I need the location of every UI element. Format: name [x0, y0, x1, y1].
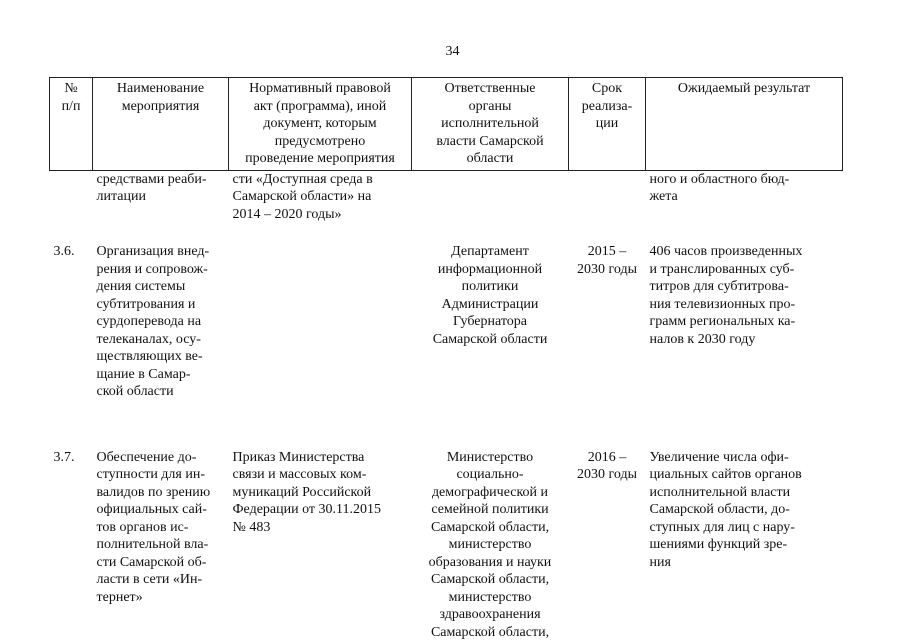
text-line: ции: [572, 115, 642, 133]
row-legal-act: [229, 449, 412, 641]
text-line: ской области: [97, 383, 225, 401]
text-line: исполнительной: [415, 115, 565, 133]
text-line: Наименование: [96, 80, 225, 98]
header-term: [569, 78, 646, 171]
header-number: [50, 78, 93, 171]
text-line: дения системы: [97, 278, 225, 296]
text-line: Федерации от 30.11.2015: [233, 501, 408, 519]
text-line: информационной: [416, 261, 565, 279]
text-line: образования и науки: [416, 554, 565, 572]
text-line: Приказ Министерства: [233, 449, 408, 467]
text-line: литации: [97, 188, 225, 206]
text-line: проведение мероприятия: [232, 150, 408, 168]
text-line: документ, которым: [232, 115, 408, 133]
text-line: ществляющих ве-: [97, 348, 225, 366]
row-expected-result: [646, 243, 843, 449]
header-responsible-bodies: [412, 78, 569, 171]
text-line: официальных сай-: [97, 501, 225, 519]
text-line: Самарской области,: [416, 624, 565, 641]
text-line: 2015 –: [573, 243, 642, 261]
text-line: Срок: [572, 80, 642, 98]
text-line: Самарской области» на: [233, 188, 408, 206]
text-line: реализа-: [572, 98, 642, 116]
text-line: власти Самарской: [415, 133, 565, 151]
text-line: и транслированных суб-: [650, 261, 839, 279]
row-measure-name: [93, 243, 229, 449]
text-line: циальных сайтов органов: [650, 466, 839, 484]
text-line: рения и сопровож-: [97, 261, 225, 279]
text-line: ласти в сети «Ин-: [97, 571, 225, 589]
text-line: 2016 –: [573, 449, 642, 467]
row-number: 3.6.: [50, 243, 93, 449]
text-line: шениями функций зре-: [650, 536, 839, 554]
header-expected-result: [646, 78, 843, 171]
text-line: Губернатора: [416, 313, 565, 331]
text-line: № 483: [233, 519, 408, 537]
text-line: Самарской области: [416, 331, 565, 349]
text-line: титров для субтитрова-: [650, 278, 839, 296]
row-responsible-bodies: [412, 449, 569, 641]
header-legal-act: [229, 78, 412, 171]
text-line: телеканалах, осу-: [97, 331, 225, 349]
row-measure-name: [93, 170, 229, 243]
table-row: [50, 243, 843, 449]
text-line: семейной политики: [416, 501, 565, 519]
text-line: муникаций Российской: [233, 484, 408, 502]
row-term: [569, 243, 646, 449]
text-line: министерство: [416, 589, 565, 607]
text-line: ния телевизионных про-: [650, 296, 839, 314]
text-line: демографической и: [416, 484, 565, 502]
text-line: 2014 – 2020 годы»: [233, 206, 408, 224]
text-line: Министерство: [416, 449, 565, 467]
text-line: ступных для лиц с нару-: [650, 519, 839, 537]
text-line: щание в Самар-: [97, 366, 225, 384]
text-line: мероприятия: [96, 98, 225, 116]
text-line: тов органов ис-: [97, 519, 225, 537]
text-line: органы: [415, 98, 565, 116]
text-line: области: [415, 150, 565, 168]
text-line: предусмотрено: [232, 133, 408, 151]
text-line: Организация внед-: [97, 243, 225, 261]
row-legal-act: [229, 170, 412, 243]
text-line: Самарской области,: [416, 519, 565, 537]
row-number: [50, 170, 93, 243]
row-legal-act: [229, 243, 412, 449]
text-line: здравоохранения: [416, 606, 565, 624]
text-line: валидов по зрению: [97, 484, 225, 502]
row-expected-result: [646, 170, 843, 243]
text-line: 406 часов произведенных: [650, 243, 839, 261]
text-line: министерство: [416, 536, 565, 554]
text-line: исполнительной власти: [650, 484, 839, 502]
text-line: средствами реаби-: [97, 171, 225, 189]
row-responsible-bodies: [412, 243, 569, 449]
text-line: политики: [416, 278, 565, 296]
text-line: ного и областного бюд-: [650, 171, 839, 189]
text-line: связи и массовых ком-: [233, 466, 408, 484]
text-line: Ожидаемый результат: [649, 80, 839, 98]
header-measure-name: [93, 78, 229, 171]
text-line: 2030 годы: [573, 466, 642, 484]
text-line: социально-: [416, 466, 565, 484]
text-line: сти «Доступная среда в: [233, 171, 408, 189]
row-number: 3.7.: [50, 449, 93, 641]
measures-table: [49, 77, 843, 641]
text-line: Ответственные: [415, 80, 565, 98]
table-header-row: [50, 78, 843, 171]
row-term: [569, 170, 646, 243]
text-line: ступности для ин-: [97, 466, 225, 484]
text-line: Увеличение числа офи-: [650, 449, 839, 467]
text-line: грамм региональных ка-: [650, 313, 839, 331]
row-measure-name: [93, 449, 229, 641]
text-line: 2030 годы: [573, 261, 642, 279]
text-line: Нормативный правовой: [232, 80, 408, 98]
text-line: №: [53, 80, 89, 98]
text-line: полнительной вла-: [97, 536, 225, 554]
row-term: [569, 449, 646, 641]
text-line: Обеспечение до-: [97, 449, 225, 467]
text-line: жета: [650, 188, 839, 206]
text-line: тернет»: [97, 589, 225, 607]
table-row: [50, 449, 843, 641]
text-line: налов к 2030 году: [650, 331, 839, 349]
row-responsible-bodies: [412, 170, 569, 243]
table-row: [50, 170, 843, 243]
text-line: ния: [650, 554, 839, 572]
text-line: п/п: [53, 98, 89, 116]
text-line: Самарской области, до-: [650, 501, 839, 519]
text-line: акт (программа), иной: [232, 98, 408, 116]
text-line: Департамент: [416, 243, 565, 261]
row-expected-result: [646, 449, 843, 641]
page-number: 34: [0, 44, 905, 60]
text-line: сурдоперевода на: [97, 313, 225, 331]
text-line: Администрации: [416, 296, 565, 314]
text-line: Самарской области,: [416, 571, 565, 589]
text-line: сти Самарской об-: [97, 554, 225, 572]
text-line: субтитрования и: [97, 296, 225, 314]
